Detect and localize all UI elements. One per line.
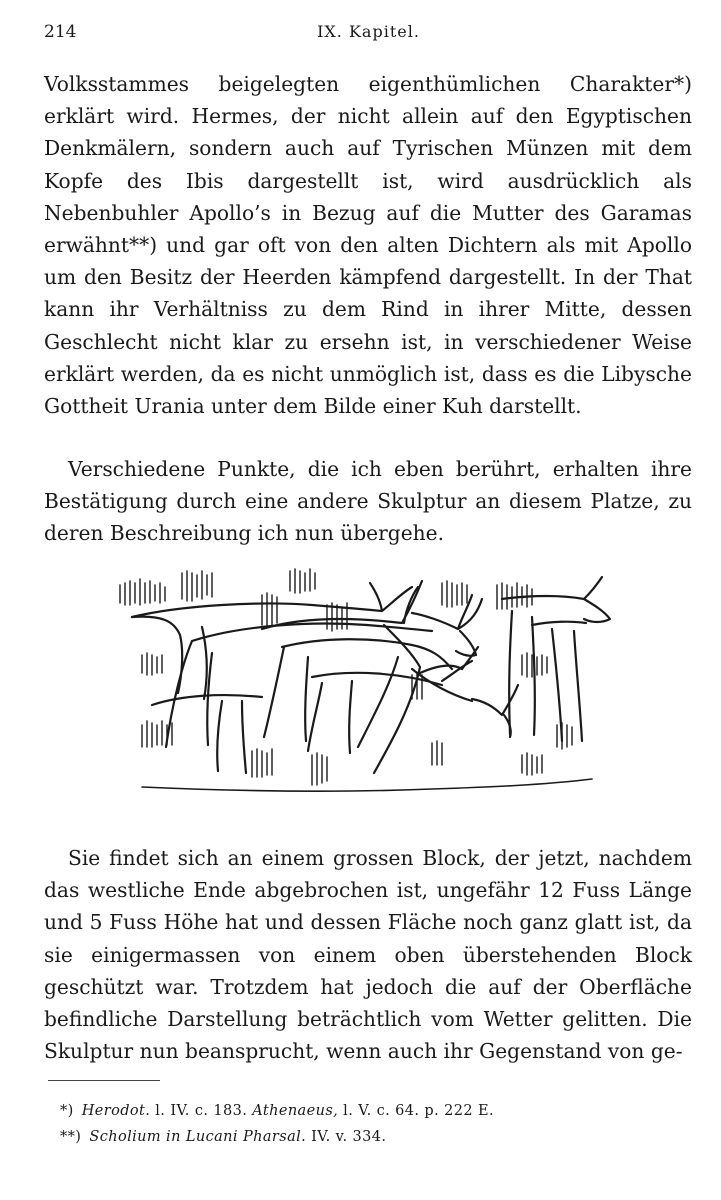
footnote-2-author: Scholium in Lucani Pharsal.	[89, 1129, 307, 1145]
footnote-1-author: Herodot.	[81, 1103, 151, 1119]
running-head: IX. Kapitel.	[317, 22, 420, 41]
footnote-rule	[48, 1080, 160, 1081]
cattle-engraving-drawing	[112, 565, 622, 810]
footnote-2	[60, 1124, 690, 1150]
rock-hatching	[120, 569, 572, 785]
footnote-2-ref: IV. v. 334.	[306, 1129, 387, 1145]
page-number: 214	[44, 22, 77, 42]
footnotes	[60, 1098, 690, 1150]
footnote-2-mark: **)	[60, 1129, 82, 1145]
footnote-1-ref: l. IV. c. 183.	[150, 1103, 253, 1119]
cattle-figures	[132, 577, 610, 773]
ground-line	[142, 779, 592, 791]
footnote-1	[60, 1098, 690, 1124]
footnote-1-source: Athenaeus,	[252, 1103, 339, 1119]
page-header	[44, 22, 693, 48]
paragraph-1: Volksstammes beigelegten eigenthümlichen Charakter*) erklärt wird. Hermes, der nicht allein auf den Egyptischen Denkmälern, sondern auch auf Tyrischen Münzen mit dem Kopfe des Ibis dargestellt ist, wird ausdrücklich als Nebenbuhler Apollo’s in Bezug auf die Mutter des Garamas erwähnt**) und gar oft von den alten Dichtern als mit Apollo um den Besitz der Heerden kämpfend dargestellt. In der That kann ihr Verhältniss zu dem Rind in ihrer Mitte, dessen Geschlecht nicht klar zu ersehn ist, in verschiedener Weise erklärt werden, da es nicht unmöglich ist, dass es die Libysche Gottheit Urania unter dem Bilde einer Kuh darstellt.	[44, 72, 692, 419]
paragraph-2: Verschiedene Punkte, die ich eben berührt, erhalten ihre Bestätigung durch eine andere Skulptur an diesem Platze, zu deren Beschreibung ich nun übergehe.	[44, 457, 692, 546]
paragraph-3: Sie findet sich an einem grossen Block, der jetzt, nachdem das westliche Ende abgebrochen ist, ungefähr 12 Fuss Länge und 5 Fuss Höhe hat und dessen Fläche noch ganz glatt ist, da sie einigermassen von einem oben überstehenden Block geschützt war. Trotzdem hat jedoch die auf der Oberfläche befindliche Darstellung beträchtlich vom Wetter gelitten. Die Skulptur nun beansprucht, wenn auch ihr Gegenstand von ge-	[44, 846, 692, 1064]
footnote-1-ref2: l. V. c. 64. p. 222 E.	[338, 1103, 494, 1119]
footnote-1-mark: *)	[60, 1103, 74, 1119]
rock-carving-illustration	[112, 565, 622, 810]
